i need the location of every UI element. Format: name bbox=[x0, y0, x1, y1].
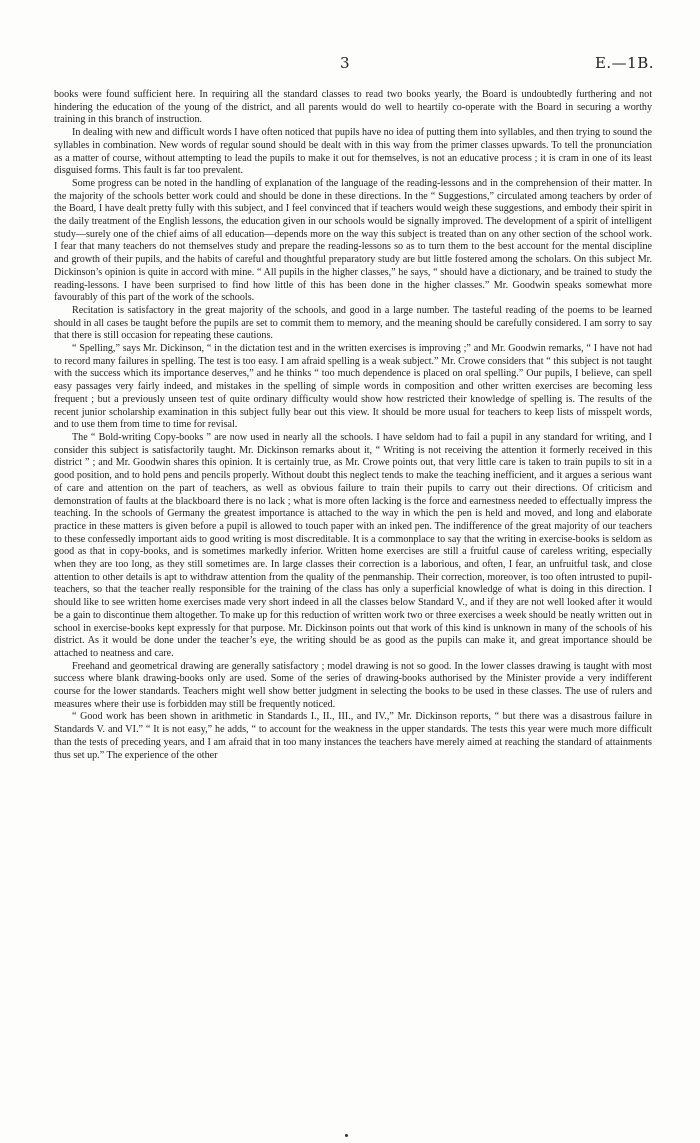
paragraph: “ Spelling,” says Mr. Dickinson, “ in the dictation test and in the written exercises is improving ;” and Mr. Goodwin remarks, “ I have not had to record many failures in spelling. The test is too easy. I am afraid spelling is a weak subject.” Mr. Crowe considers that “ this subject is not taught with the success which its importance deserves,” and he thinks “ too much dependence is placed on oral spelling.” Our pupils, I believe, can spell easy passages very fairly indeed, and mistakes in the spelling of simple words in composition and other written exercises are becoming less frequent ; but a previously unseen test of quite ordinary difficulty would show how restricted their knowledge of spelling is. The results of the recent junior scholarship examination in this subject fully bear out this view. It should be more usual for teachers to keep lists of misspelt words, and to use them from time to time for revisal. bbox=[54, 343, 652, 431]
paragraph: Recitation is satisfactory in the great majority of the schools, and good in a large number. The tasteful reading of the poems to be learned should in all cases be taught before the pupils are set to commit them to memory, and the meaning should be carefully considered. I am sorry to say that there is still occasion for repeating these cautions. bbox=[54, 304, 652, 342]
page-header bbox=[0, 54, 700, 78]
footer-mark bbox=[345, 1134, 348, 1137]
paragraph: In dealing with new and difficult words I have often noticed that pupils have no idea of putting them into syllables, and then trying to sound the syllables in combination. New words of regular sound should be dealt with in this way from the primer classes upwards. To tell the pronunciation as a matter of course, without attempting to lead the pupils to make it out for themselves, is not an educative process ; it is cram in one of its least disguised forms. This fault is far too prevalent. bbox=[54, 127, 652, 177]
paragraph: Some progress can be noted in the handling of explanation of the language of the reading-lessons and in the comprehension of their matter. In the majority of the schools better work could and should be done in these directions. In the “ Suggestions,” circulated among teachers by order of the Board, I have dealt pretty fully with this subject, and I feel convinced that if teachers would weigh these suggestions, and embody their spirit in the daily treatment of the English lessons, the education given in our schools would be signally improved. The development of a spirit of intelligent study—surely one of the chief aims of all education—depends more on the way this subject is treated than on any other section of the school work. I fear that many teachers do not themselves study and prepare the reading-lessons so as to turn them to the best account for the mental discipline and growth of their pupils, and the habits of careful and thoughtful preparatory study are but little fostered among the scholars. On this subject Mr. Dickinson’s opinion is quite in accord with mine. “ All pupils in the higher classes,” he says, “ should have a dictionary, and be trained to study the reading-lessons. I have been surprised to find how little of this has been done in the higher classes.” Mr. Goodwin speaks somewhat more favourably of this part of the work of the schools. bbox=[54, 177, 652, 304]
paragraph: Freehand and geometrical drawing are generally satisfactory ; model drawing is not so good. In the lower classes drawing is taught with most success where blank drawing-books only are used. Some of the series of drawing-books authorised by the Minister provide a very indifferent course for the lower standards. Teachers might well show better judgment in selecting the books to be used in these classes. The use of rulers and measures where their use is forbidden may still be frequently noticed. bbox=[54, 660, 652, 710]
document-reference: E.—1B. bbox=[594, 54, 654, 72]
paragraph: books were found sufficient here. In requiring all the standard classes to read two books yearly, the Board is undoubtedly furthering and not hindering the education of the young of the district, and all parents would do well to heartily co-operate with the Board in securing a worthy training in this branch of instruction. bbox=[54, 89, 652, 126]
paragraph: “ Good work has been shown in arithmetic in Standards I., II., III., and IV.,” Mr. Dickinson reports, “ but there was a disastrous failure in Standards V. and VI.” “ It is not easy,” he adds, “ to account for the weakness in the upper standards. The tests this year were much more difficult than the tests of preceding years, and I am afraid that in too many instances the teachers have merely aimed at reaching the standard of attainments thus set up.” The experience of the other bbox=[54, 711, 652, 761]
body-text bbox=[54, 89, 652, 762]
paragraph: The “ Bold-writing Copy-books ” are now used in nearly all the schools. I have seldom had to fail a pupil in any standard for writing, and I consider this subject is satisfactorily taught. Mr. Dickinson remarks about it, “ Writing is not receiving the attention it formerly received in this district ” ; and Mr. Goodwin shares this opinion. It is certainly true, as Mr. Crowe points out, that very little care is taken to train pupils to sit in a good position, and to hold pens and pencils properly. Without doubt this neglect tends to make the teaching inefficient, and it argues a serious want of care and attention on the part of teachers, as well as obvious failure to train their pupils to carry out their directions. Of criticism and demonstration of faults at the blackboard there is no lack ; what is more often lacking is the force and earnestness needed to effectually impress the teaching. In the schools of Germany the greatest importance is attached to the way in which the pen is held and moved, and long and elaborate practice in these matters is given before a pupil is allowed to touch paper with an inked pen. The indifference of the great majority of our teachers to these confessedly important aids to good writing is most discreditable. It is a commonplace to say that the writing in exercise-books is seldom as good as that in copy-books, and is sometimes markedly inferior. Written home exercises are still a fruitful cause of careless writing, especially when they are too long, as they still sometimes are. In large classes their correction is a laborious, and often, I fear, an unfruitful task, and close attention to other details is apt to withdraw attention from the quality of the penmanship. Their correction, moreover, is too often intrusted to pupil-teachers, so that the teacher really responsible for the training of the class has only a superficial knowledge of what is doing in this direction. I should like to see written home exercises made very short indeed in all the classes below Standard V., and if they are not well looked after it would be a gain to discontinue them altogether. To make up for this reduction of written work two or three exercises a week should be neatly written out in school in exercise-books kept expressly for that purpose. Mr. Dickinson points out that work of this kind is unknown in many of the schools of his district. As it would be done under the teacher’s eye, the writing should be as good as the pupils can make it, and great importance should be attached to neatness and care. bbox=[54, 431, 652, 659]
page-number: 3 bbox=[340, 54, 350, 72]
